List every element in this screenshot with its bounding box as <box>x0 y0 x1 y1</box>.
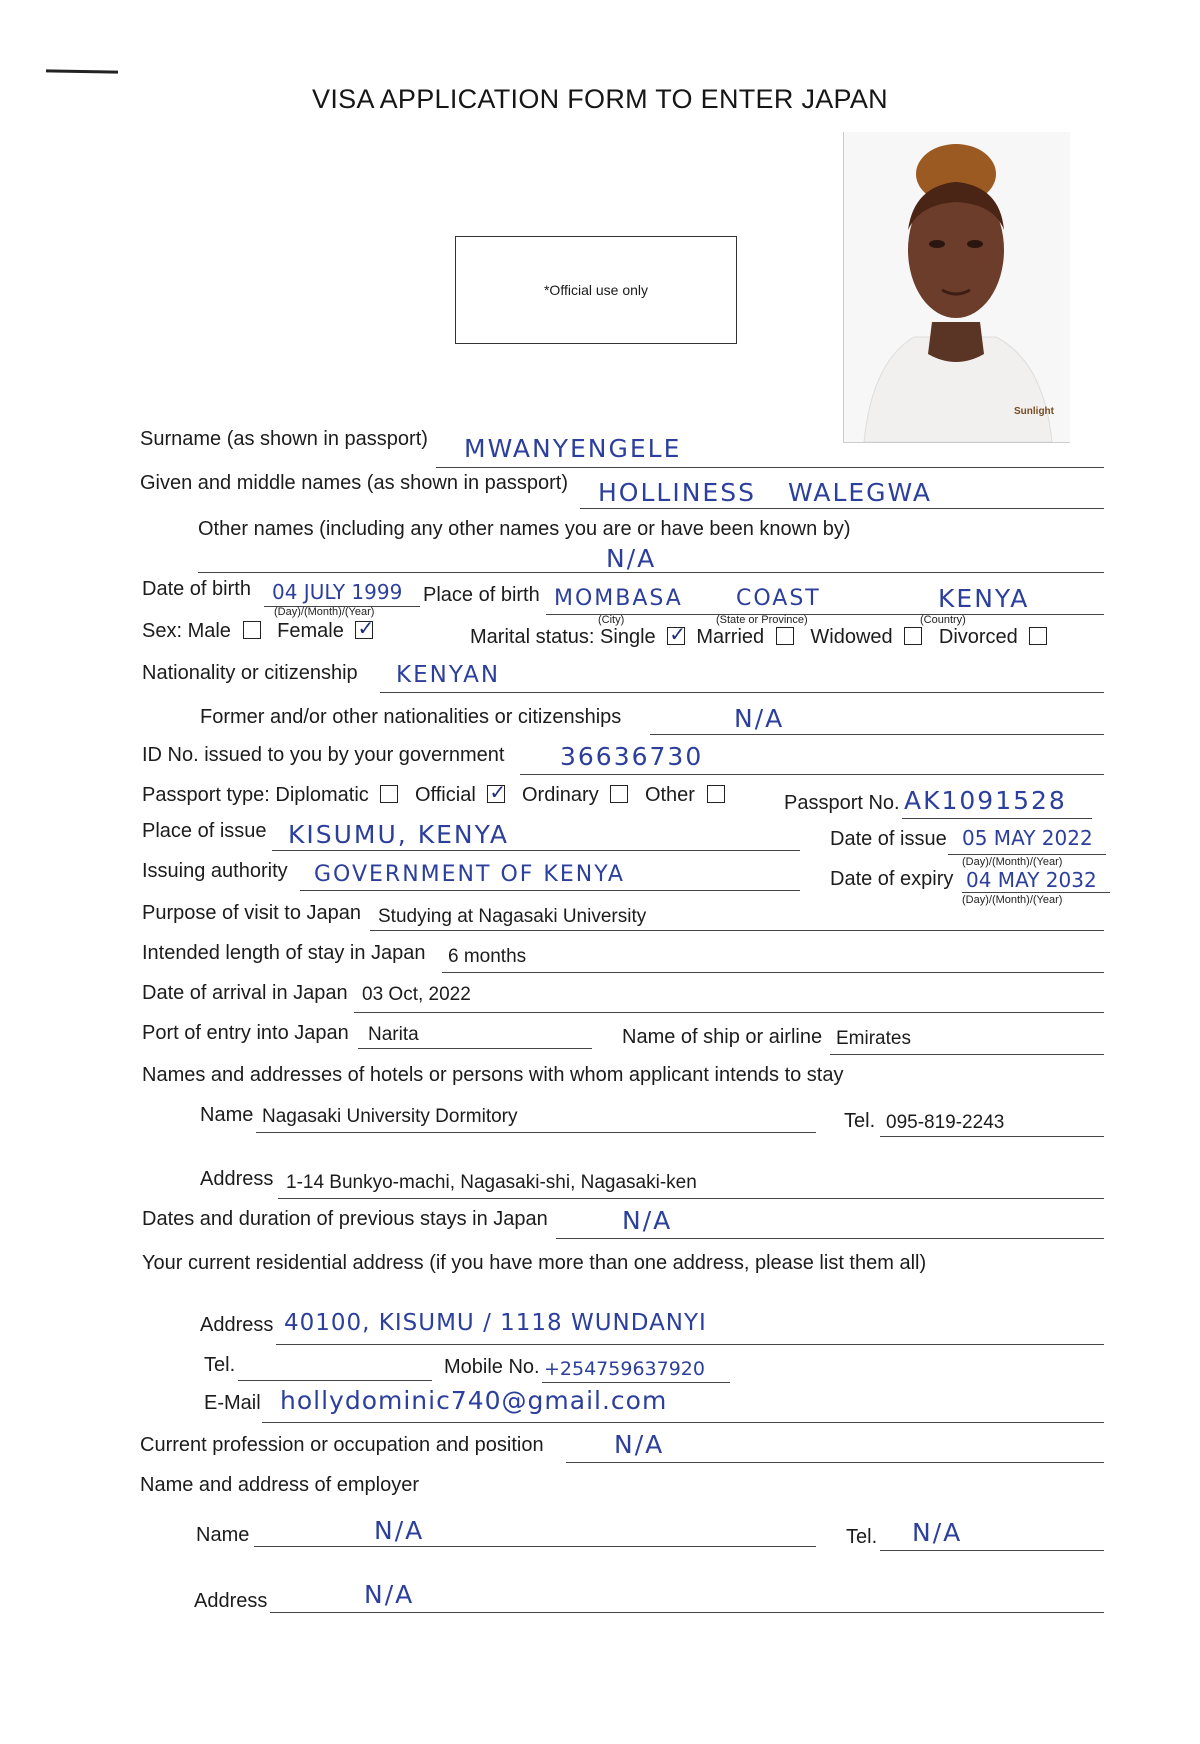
length-line <box>442 972 1104 973</box>
diplomatic-label: Diplomatic <box>275 784 369 806</box>
shirt-logo: Sunlight <box>1014 406 1054 417</box>
given-names-row <box>140 472 568 495</box>
stay-name-value[interactable]: Nagasaki University Dormitory <box>262 1106 518 1127</box>
id-no-value[interactable]: 36636730 <box>560 742 704 771</box>
female-checkbox[interactable] <box>355 621 373 639</box>
place-of-birth-label: Place of birth <box>423 584 540 606</box>
employer-name-label: Name <box>196 1524 250 1546</box>
place-of-issue-line <box>272 850 800 851</box>
purpose-label: Purpose of visit to Japan <box>142 902 362 924</box>
previous-stays-line <box>556 1238 1104 1239</box>
dob-hint: (Day)/(Month)/(Year) <box>274 606 375 618</box>
profession-line <box>566 1462 1104 1463</box>
length-label: Intended length of stay in Japan <box>142 942 426 964</box>
length-value[interactable]: 6 months <box>448 946 527 967</box>
employer-address-label: Address <box>194 1590 268 1612</box>
employer-name-value[interactable]: N/A <box>374 1516 425 1545</box>
previous-stays-value[interactable]: N/A <box>622 1206 673 1235</box>
employer-tel-label: Tel. <box>846 1526 878 1548</box>
birth-state-value[interactable]: COAST <box>736 586 821 611</box>
country-hint: (Country) <box>920 614 966 626</box>
place-of-birth-line <box>546 614 1104 615</box>
other-names-label: Other names (including any other names you are or have been known by) <box>198 518 851 540</box>
stay-name-label: Name <box>200 1104 254 1126</box>
arrival-label: Date of arrival in Japan <box>142 982 348 1004</box>
profession-label: Current profession or occupation and position <box>140 1434 544 1456</box>
passport-no-label: Passport No. <box>784 792 900 814</box>
arrival-value[interactable]: 03 Oct, 2022 <box>362 984 471 1005</box>
nationality-line <box>380 692 1104 693</box>
former-nationality-value[interactable]: N/A <box>734 704 785 733</box>
birth-country-value[interactable]: KENYA <box>938 584 1030 613</box>
birth-city-value[interactable]: MOMBASA <box>554 586 683 611</box>
previous-stays-label: Dates and duration of previous stays in Japan <box>142 1208 548 1230</box>
res-tel-label: Tel. <box>204 1354 236 1376</box>
email-value[interactable]: hollydominic740@gmail.com <box>280 1386 668 1415</box>
employer-label: Name and address of employer <box>140 1474 420 1496</box>
male-checkbox[interactable] <box>243 621 261 639</box>
official-checkbox[interactable] <box>487 785 505 803</box>
other-checkbox[interactable] <box>707 785 725 803</box>
employer-tel-value[interactable]: N/A <box>912 1518 963 1547</box>
date-of-expiry-line <box>962 892 1110 893</box>
stay-tel-label: Tel. <box>844 1110 876 1132</box>
sex-male-label: Sex: Male <box>142 620 231 642</box>
issuing-authority-value[interactable]: GOVERNMENT OF KENYA <box>314 862 625 887</box>
single-checkbox[interactable] <box>667 627 685 645</box>
id-no-line <box>520 774 1104 775</box>
ship-label: Name of ship or airline <box>622 1026 823 1048</box>
stay-address-line <box>278 1198 1104 1199</box>
marital-label: Marital status: <box>470 626 595 648</box>
widowed-checkbox[interactable] <box>904 627 922 645</box>
surname-value[interactable]: MWANYENGELE <box>464 434 682 463</box>
id-no-label: ID No. issued to you by your government <box>142 744 505 766</box>
ship-line <box>830 1054 1104 1055</box>
other-label: Other <box>644 784 695 806</box>
former-nationality-line <box>650 734 1104 735</box>
state-hint: (State or Province) <box>716 614 808 626</box>
official-label: Official <box>415 784 476 806</box>
marital-row <box>470 626 1047 649</box>
single-label: Single <box>600 626 656 648</box>
mobile-value[interactable]: +254759637920 <box>544 1358 705 1380</box>
dob-row <box>142 578 251 601</box>
passport-no-value[interactable]: AK1091528 <box>904 786 1067 815</box>
given-names-label: Given and middle names (as shown in passport) <box>140 472 568 494</box>
stay-tel-line <box>880 1136 1104 1137</box>
corner-mark <box>46 69 118 73</box>
mobile-line <box>542 1382 730 1383</box>
ship-value[interactable]: Emirates <box>836 1028 911 1049</box>
purpose-line <box>370 930 1104 931</box>
surname-row <box>140 428 428 451</box>
married-checkbox[interactable] <box>776 627 794 645</box>
date-of-expiry-value[interactable]: 04 MAY 2032 <box>966 868 1097 892</box>
date-of-expiry-label: Date of expiry <box>830 868 954 890</box>
port-value[interactable]: Narita <box>368 1024 419 1045</box>
issue-date-hint: (Day)/(Month)/(Year) <box>962 856 1063 868</box>
official-use-label: *Official use only <box>543 282 648 298</box>
ordinary-checkbox[interactable] <box>610 785 628 803</box>
res-address-line <box>276 1344 1104 1345</box>
surname-label: Surname (as shown in passport) <box>140 428 428 450</box>
given-names-value-1[interactable]: HOLLINESS <box>598 478 756 507</box>
res-address-label: Address <box>200 1314 274 1336</box>
place-of-issue-value[interactable]: KISUMU, KENYA <box>288 820 510 849</box>
stay-name-line <box>256 1132 816 1133</box>
female-label: Female <box>277 620 344 642</box>
date-of-issue-label: Date of issue <box>830 828 947 850</box>
stay-address-label: Address <box>200 1168 274 1190</box>
expiry-date-hint: (Day)/(Month)/(Year) <box>962 894 1063 906</box>
divorced-label: Divorced <box>938 626 1018 648</box>
widowed-label: Widowed <box>810 626 893 648</box>
stay-address-value[interactable]: 1-14 Bunkyo-machi, Nagasaki-shi, Nagasaki-ken <box>286 1172 697 1193</box>
sex-row <box>142 620 373 643</box>
email-line <box>262 1422 1104 1423</box>
res-tel-line <box>238 1380 432 1381</box>
other-names-row <box>198 518 851 541</box>
applicant-portrait <box>844 132 1070 442</box>
date-of-issue-line <box>948 854 1106 855</box>
profession-value[interactable]: N/A <box>614 1430 665 1459</box>
other-names-value[interactable]: N/A <box>606 544 657 573</box>
passport-type-label: Passport type: <box>142 784 270 806</box>
surname-line <box>436 467 1104 468</box>
employer-name-line <box>254 1546 816 1547</box>
divorced-checkbox[interactable] <box>1029 627 1047 645</box>
passport-no-line <box>902 818 1092 819</box>
city-hint: (City) <box>598 614 625 626</box>
issuing-authority-label: Issuing authority <box>142 860 288 882</box>
hotels-label: Names and addresses of hotels or persons with whom applicant intends to stay <box>142 1064 844 1086</box>
ordinary-label: Ordinary <box>522 784 599 806</box>
residential-label: Your current residential address (if you have more than one address, please list them all) <box>142 1252 927 1274</box>
stay-tel-value[interactable]: 095-819-2243 <box>886 1112 1005 1133</box>
arrival-line <box>354 1012 1104 1013</box>
dob-label: Date of birth <box>142 578 251 600</box>
passport-type-row <box>142 784 725 807</box>
issuing-authority-line <box>300 890 800 891</box>
nationality-label: Nationality or citizenship <box>142 662 358 684</box>
place-of-issue-label: Place of issue <box>142 820 267 842</box>
nationality-value[interactable]: KENYAN <box>396 662 501 688</box>
given-names-value-2[interactable]: WALEGWA <box>788 478 933 507</box>
employer-tel-line <box>880 1550 1104 1551</box>
employer-address-value[interactable]: N/A <box>364 1580 415 1609</box>
res-address-value[interactable]: 40100, KISUMU / 1118 WUNDANYI <box>284 1310 707 1336</box>
email-label: E-Mail <box>204 1392 261 1414</box>
form-title: VISA APPLICATION FORM TO ENTER JAPAN <box>312 84 888 114</box>
mobile-label: Mobile No. <box>444 1356 540 1378</box>
port-line <box>358 1048 592 1049</box>
purpose-value[interactable]: Studying at Nagasaki University <box>378 906 647 927</box>
port-label: Port of entry into Japan <box>142 1022 349 1044</box>
given-names-line <box>580 508 1104 509</box>
date-of-issue-value[interactable]: 05 MAY 2022 <box>962 826 1093 850</box>
applicant-photo <box>843 132 1070 443</box>
diplomatic-checkbox[interactable] <box>380 785 398 803</box>
former-nationality-label: Former and/or other nationalities or citizenships <box>200 706 622 728</box>
dob-value[interactable]: 04 JULY 1999 <box>272 580 403 604</box>
married-label: Married <box>696 626 765 648</box>
official-use-box <box>455 236 737 344</box>
employer-address-line <box>270 1612 1104 1613</box>
